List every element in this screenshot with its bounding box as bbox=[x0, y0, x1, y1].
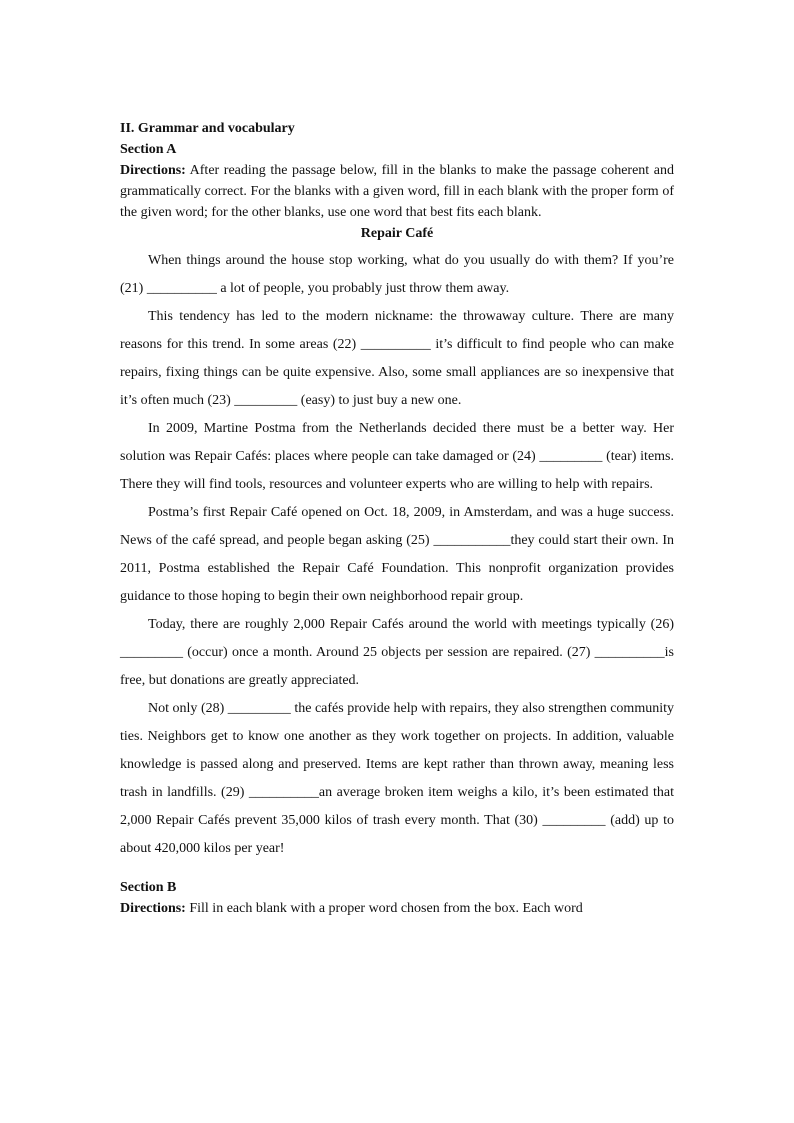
directions-label: Directions: bbox=[120, 901, 186, 916]
section-title: II. Grammar and vocabulary bbox=[120, 121, 295, 136]
passage-paragraph: In 2009, Martine Postma from the Netherlands decided there must be a better way. Her solution was Repair Cafés: places where people can take damaged or (24) _________ (tear) items. There they will find tools, resources and volunteer experts who are willing to help with repairs. bbox=[120, 421, 674, 492]
section-a-directions bbox=[120, 160, 674, 223]
passage-paragraph: Postma’s first Repair Café opened on Oct. 18, 2009, in Amsterdam, and was a huge success. News of the café spread, and people began asking (25) ___________they could start their own. In 2011, Postma established the Repair Café Foundation. This nonprofit organization provides guidance to those hoping to begin their own neighborhood repair group. bbox=[120, 505, 674, 604]
passage-paragraph: When things around the house stop working, what do you usually do with them? If you’re (21) __________ a lot of people, you probably just throw them away. bbox=[120, 253, 674, 296]
directions-text: Fill in each blank with a proper word chosen from the box. Each word bbox=[185, 901, 583, 916]
section-b-label: Section B bbox=[120, 880, 177, 895]
passage-title: Repair Café bbox=[360, 226, 434, 241]
section-b-directions bbox=[120, 898, 674, 919]
passage-paragraph: Today, there are roughly 2,000 Repair Cafés around the world with meetings typically (26) _________ (occur) once a month. Around 25 objects per session are repaired. (27) __________is free, but donations are greatly appreciated. bbox=[120, 617, 674, 688]
directions-label: Directions: bbox=[120, 163, 186, 178]
passage-paragraph: This tendency has led to the modern nickname: the throwaway culture. There are many reasons for this trend. In some areas (22) __________ it’s difficult to find people who can make repairs, fixing things can be quite expensive. Also, some small appliances are so inexpensive that it’s often much (23) _________ (easy) to just buy a new one. bbox=[120, 309, 674, 408]
section-a-label: Section A bbox=[120, 142, 177, 157]
passage-paragraph: Not only (28) _________ the cafés provide help with repairs, they also strengthen community ties. Neighbors get to know one another as they work together on projects. In addition, valuable knowledge is passed along and preserved. Items are kept rather than thrown away, meaning less trash in landfills. (29) __________an average broken item weighs a kilo, it’s been estimated that 2,000 Repair Cafés prevent 35,000 kilos of trash every month. That (30) _________ (add) up to about 420,000 kilos per year! bbox=[120, 701, 674, 856]
directions-text: After reading the passage below, fill in the blanks to make the passage coherent and grammatically correct. For the blanks with a given word, fill in each blank with the proper form of the given word; for the other blanks, use one word that best fits each blank. bbox=[120, 163, 674, 220]
document-page bbox=[120, 118, 674, 919]
